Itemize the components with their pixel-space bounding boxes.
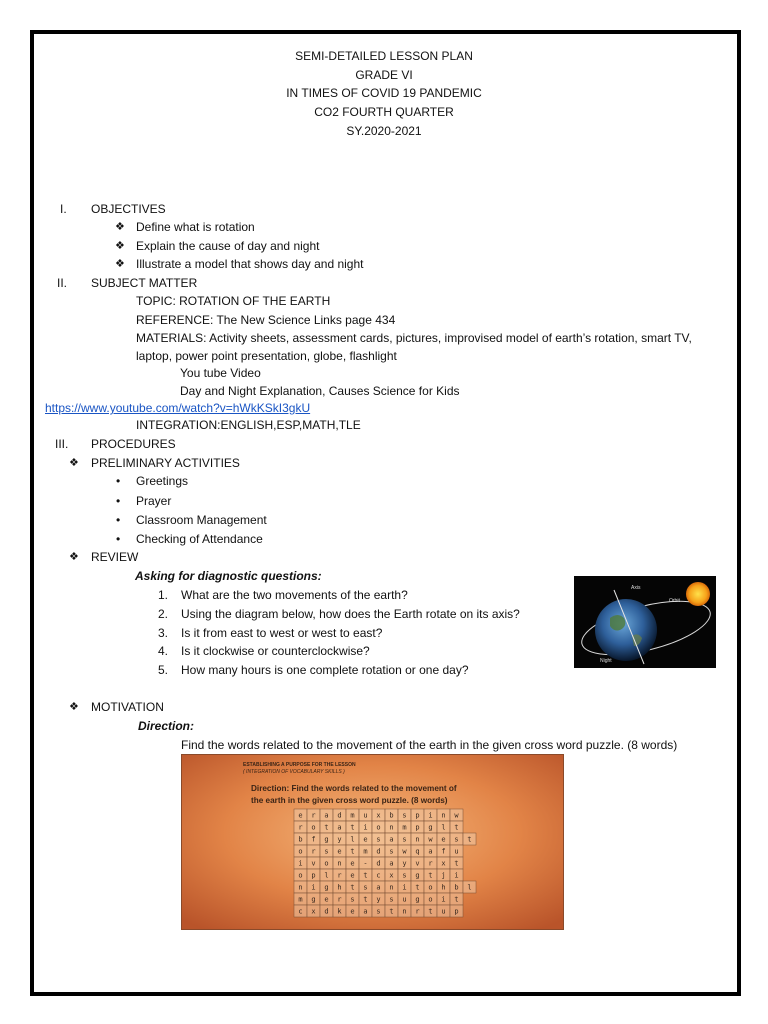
section-number: I. — [60, 202, 67, 216]
question-number: 4. — [158, 644, 169, 658]
grid-letter: n — [389, 823, 394, 832]
grid-letter: l — [467, 883, 472, 892]
grid-letter: l — [324, 871, 329, 880]
grid-letter: a — [324, 811, 329, 820]
topic-line: TOPIC: ROTATION OF THE EARTH — [136, 294, 331, 308]
grid-letter: t — [415, 883, 420, 892]
grid-letter: r — [337, 871, 342, 880]
objective-item: Illustrate a model that shows day and night — [136, 257, 364, 271]
grid-letter: d — [376, 847, 381, 856]
grid-letter: x — [311, 907, 316, 916]
round-bullet-icon: • — [116, 532, 121, 546]
grid-letter: e — [363, 835, 368, 844]
grid-letter: c — [298, 907, 303, 916]
axis-label: Axis — [631, 585, 641, 591]
grid-letter: r — [298, 823, 303, 832]
grid-letter: x — [389, 871, 394, 880]
youtube-link[interactable]: https://www.youtube.com/watch?v=hWkKSkI3gkU — [45, 401, 311, 415]
grid-letter: o — [298, 871, 303, 880]
question-text: How many hours is one complete rotation or one day? — [181, 663, 469, 677]
grid-letter: t — [350, 883, 355, 892]
grid-letter: e — [324, 895, 329, 904]
preliminary-activities-heading: PRELIMINARY ACTIVITIES — [91, 456, 240, 470]
diamond-bullet-icon: ❖ — [115, 221, 125, 233]
grid-letter: b — [389, 811, 394, 820]
puzzle-heading: ESTABLISHING A PURPOSE FOR THE LESSON — [243, 762, 356, 768]
grid-letter: p — [415, 823, 420, 832]
grid-letter: l — [350, 835, 355, 844]
grid-letter: m — [350, 811, 355, 820]
grid-letter: i — [428, 811, 433, 820]
grid-letter: s — [363, 883, 368, 892]
crossword-grid — [294, 809, 476, 917]
grid-letter: p — [415, 811, 420, 820]
grid-letter: n — [415, 835, 420, 844]
diamond-bullet-icon: ❖ — [115, 240, 125, 252]
header-grade: GRADE VI — [355, 68, 413, 82]
grid-letter: w — [402, 847, 407, 856]
question-number: 3. — [158, 626, 169, 640]
grid-letter: a — [389, 859, 394, 868]
question-text: Is it clockwise or counterclockwise? — [181, 644, 370, 658]
grid-letter: s — [402, 871, 407, 880]
prelim-item: Classroom Management — [136, 513, 267, 527]
grid-letter: g — [428, 823, 433, 832]
prelim-item: Prayer — [136, 494, 172, 508]
grid-letter: t — [363, 871, 368, 880]
grid-letter: s — [389, 895, 394, 904]
diamond-bullet-icon: ❖ — [115, 258, 125, 270]
grid-letter: m — [298, 895, 303, 904]
grid-letter: t — [467, 835, 472, 844]
grid-letter: g — [415, 895, 420, 904]
grid-letter: c — [376, 871, 381, 880]
grid-letter: o — [428, 895, 433, 904]
grid-letter: t — [428, 871, 433, 880]
grid-letter: w — [454, 811, 459, 820]
grid-letter: t — [454, 859, 459, 868]
grid-letter: g — [324, 835, 329, 844]
grid-letter: a — [428, 847, 433, 856]
grid-letter: o — [376, 823, 381, 832]
grid-letter: v — [415, 859, 420, 868]
prelim-item: Greetings — [136, 474, 189, 488]
section-heading-subject-matter: SUBJECT MATTER — [91, 276, 198, 290]
grid-letter: m — [363, 847, 368, 856]
puzzle-subheading: ( INTEGRATION OF VOCABULARY SKILLS ) — [243, 769, 345, 775]
diamond-bullet-icon: ❖ — [69, 701, 79, 713]
grid-letter: t — [428, 907, 433, 916]
grid-letter: s — [454, 835, 459, 844]
grid-letter: n — [337, 859, 342, 868]
grid-letter: d — [337, 811, 342, 820]
puzzle-direction-line2: the earth in the given cross word puzzle. (8 words) — [251, 796, 448, 805]
grid-letter: n — [389, 883, 394, 892]
question-number: 1. — [158, 588, 169, 602]
grid-letter: i — [311, 883, 316, 892]
grid-letter: e — [337, 847, 342, 856]
grid-letter: l — [441, 823, 446, 832]
diamond-bullet-icon: ❖ — [69, 551, 79, 563]
grid-letter: i — [441, 895, 446, 904]
grid-letter: s — [402, 835, 407, 844]
grid-letter: t — [324, 823, 329, 832]
grid-letter: x — [441, 859, 446, 868]
round-bullet-icon: • — [116, 474, 121, 488]
grid-letter: s — [376, 835, 381, 844]
grid-letter: n — [441, 811, 446, 820]
grid-letter: t — [363, 895, 368, 904]
motivation-heading: MOTIVATION — [91, 700, 164, 714]
grid-letter: i — [402, 883, 407, 892]
video-title: Day and Night Explanation, Causes Science for Kids — [180, 384, 460, 398]
grid-letter: r — [415, 907, 420, 916]
grid-letter: g — [311, 895, 316, 904]
grid-letter: a — [337, 823, 342, 832]
grid-letter: i — [298, 859, 303, 868]
round-bullet-icon: • — [116, 513, 121, 527]
grid-letter: s — [389, 847, 394, 856]
grid-letter: a — [363, 907, 368, 916]
question-text: What are the two movements of the earth? — [181, 588, 408, 602]
grid-letter: v — [311, 859, 316, 868]
grid-letter: t — [454, 823, 459, 832]
section-number: II. — [57, 276, 68, 290]
materials-line: MATERIALS: Activity sheets, assessment cards, pictures, improvised model of earth’s rotation, smart TV, — [136, 331, 692, 345]
section-heading-objectives: OBJECTIVES — [91, 202, 166, 216]
direction-text: Find the words related to the movement of the earth in the given cross word puzzle. (8 words) — [181, 738, 678, 752]
integration-line: INTEGRATION:ENGLISH,ESP,MATH,TLE — [136, 418, 361, 432]
grid-letter: h — [337, 883, 342, 892]
grid-letter: t — [454, 895, 459, 904]
direction-label: Direction: — [138, 719, 195, 733]
grid-letter: g — [324, 883, 329, 892]
orbit-label: Orbit — [669, 598, 680, 604]
grid-letter: r — [337, 895, 342, 904]
grid-letter: s — [402, 811, 407, 820]
puzzle-direction-line1: Direction: Find the words related to the movement of — [251, 784, 457, 793]
grid-letter: i — [363, 823, 368, 832]
objective-item: Explain the cause of day and night — [136, 239, 320, 253]
review-heading: REVIEW — [91, 550, 139, 564]
grid-letter: n — [298, 883, 303, 892]
header-pandemic: IN TIMES OF COVID 19 PANDEMIC — [286, 86, 482, 100]
grid-letter: f — [311, 835, 316, 844]
grid-letter: j — [441, 871, 446, 880]
round-bullet-icon: • — [116, 494, 121, 508]
grid-letter: b — [298, 835, 303, 844]
grid-letter: n — [402, 907, 407, 916]
question-text: Is it from east to west or west to east? — [181, 626, 383, 640]
grid-letter: f — [441, 847, 446, 856]
grid-letter: w — [428, 835, 433, 844]
grid-letter: d — [376, 859, 381, 868]
question-number: 2. — [158, 607, 169, 621]
youtube-label: You tube Video — [180, 366, 261, 380]
grid-letter: r — [311, 811, 316, 820]
grid-letter: a — [389, 835, 394, 844]
grid-letter: s — [376, 907, 381, 916]
materials-line-continued: laptop, power point presentation, globe, flashlight — [136, 349, 397, 363]
grid-letter: s — [350, 895, 355, 904]
grid-letter: b — [454, 883, 459, 892]
earth-rotation-image — [574, 576, 716, 668]
grid-letter: y — [337, 835, 342, 844]
grid-letter: y — [402, 859, 407, 868]
prelim-item: Checking of Attendance — [136, 532, 263, 546]
grid-letter: t — [389, 907, 394, 916]
reference-line: REFERENCE: The New Science Links page 434 — [136, 313, 396, 327]
header-quarter: CO2 FOURTH QUARTER — [314, 105, 454, 119]
grid-letter: p — [454, 907, 459, 916]
grid-letter: - — [363, 859, 368, 868]
header-school-year: SY.2020-2021 — [346, 124, 422, 138]
diamond-bullet-icon: ❖ — [69, 457, 79, 469]
objective-item: Define what is rotation — [136, 220, 255, 234]
grid-letter: e — [350, 871, 355, 880]
grid-letter: u — [402, 895, 407, 904]
question-text: Using the diagram below, how does the Earth rotate on its axis? — [181, 607, 520, 621]
grid-letter: r — [428, 859, 433, 868]
grid-letter: k — [337, 907, 342, 916]
grid-letter: p — [311, 871, 316, 880]
grid-letter: m — [402, 823, 407, 832]
section-number: III. — [55, 437, 69, 451]
grid-letter: u — [363, 811, 368, 820]
grid-letter: h — [441, 883, 446, 892]
grid-letter: d — [324, 907, 329, 916]
night-label: Night — [600, 658, 612, 664]
grid-letter: o — [428, 883, 433, 892]
header-title: SEMI-DETAILED LESSON PLAN — [295, 49, 473, 63]
grid-letter: s — [324, 847, 329, 856]
grid-letter: i — [454, 871, 459, 880]
section-heading-procedures: PROCEDURES — [91, 437, 176, 451]
question-number: 5. — [158, 663, 169, 677]
grid-letter: y — [376, 895, 381, 904]
diagnostic-questions-label: Asking for diagnostic questions: — [135, 569, 322, 583]
grid-letter: t — [350, 847, 355, 856]
grid-letter: q — [415, 847, 420, 856]
grid-letter: r — [311, 847, 316, 856]
grid-letter: u — [454, 847, 459, 856]
grid-letter: o — [298, 847, 303, 856]
grid-letter: e — [298, 811, 303, 820]
grid-letter: a — [376, 883, 381, 892]
grid-letter: o — [324, 859, 329, 868]
grid-letter: o — [311, 823, 316, 832]
grid-letter: x — [376, 811, 381, 820]
grid-letter: e — [441, 835, 446, 844]
grid-letter: g — [415, 871, 420, 880]
grid-letter: e — [350, 907, 355, 916]
crossword-puzzle-image — [181, 754, 564, 930]
grid-letter: u — [441, 907, 446, 916]
grid-letter: t — [350, 823, 355, 832]
grid-letter: e — [350, 859, 355, 868]
